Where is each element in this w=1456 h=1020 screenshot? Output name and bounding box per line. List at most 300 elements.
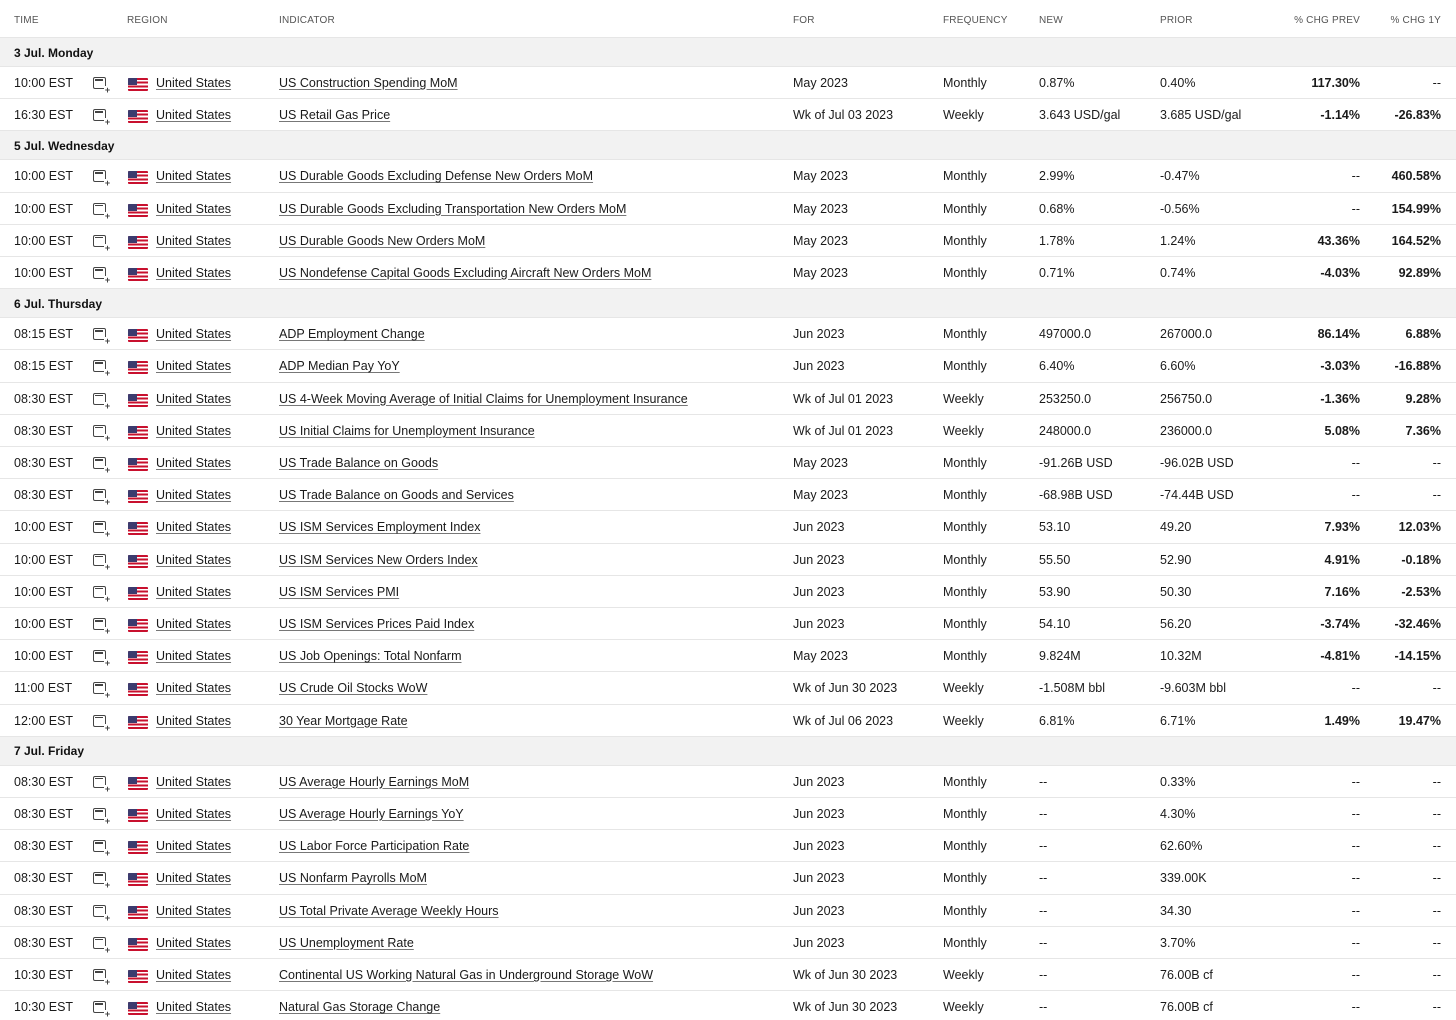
new-value: --: [1039, 935, 1048, 950]
us-flag-icon: [128, 458, 148, 471]
indicator-link[interactable]: ADP Median Pay YoY: [279, 359, 400, 374]
region-link[interactable]: United States: [156, 488, 232, 503]
region-link[interactable]: United States: [156, 201, 232, 216]
chg-1y-value: -26.83%: [1394, 108, 1441, 123]
col-prior[interactable]: PRIOR: [1160, 15, 1193, 26]
us-flag-icon: [128, 236, 148, 249]
indicator-link[interactable]: US Total Private Average Weekly Hours: [279, 903, 499, 918]
time-cell: 08:30 EST: [14, 935, 74, 950]
prior-value: -0.56%: [1160, 201, 1200, 216]
table-row[interactable]: [0, 383, 1456, 415]
calendar-add-icon[interactable]: [93, 393, 106, 405]
us-flag-icon: [128, 683, 148, 696]
us-flag-icon: [128, 873, 148, 886]
table-row[interactable]: [0, 830, 1456, 862]
chg-prev-value: 43.36%: [1317, 233, 1360, 248]
region-link[interactable]: United States: [156, 649, 232, 664]
indicator-link[interactable]: US Labor Force Participation Rate: [279, 839, 470, 854]
indicator-link[interactable]: Continental US Working Natural Gas in Underground Storage WoW: [279, 968, 654, 982]
us-flag-icon: [128, 777, 148, 790]
chg-prev-value: 4.91%: [1324, 552, 1360, 567]
period-cell: Wk of Jun 30 2023: [793, 968, 898, 982]
period-cell: Wk of Jul 03 2023: [793, 108, 894, 123]
prior-value: 267000.0: [1160, 327, 1213, 342]
period-cell: Jun 2023: [793, 552, 845, 567]
new-value: --: [1039, 871, 1048, 886]
calendar-add-icon[interactable]: [93, 235, 106, 247]
us-flag-icon: [128, 970, 148, 983]
prior-value: 10.32M: [1160, 649, 1202, 664]
period-cell: May 2023: [793, 649, 848, 664]
chg-1y-value: --: [1432, 807, 1441, 821]
us-flag-icon: [128, 809, 148, 822]
calendar-add-icon[interactable]: [93, 328, 106, 340]
indicator-link[interactable]: US Nonfarm Payrolls MoM: [279, 871, 427, 886]
us-flag-icon: [128, 906, 148, 919]
prior-value: 49.20: [1160, 520, 1192, 535]
period-cell: Jun 2023: [793, 584, 845, 599]
chg-1y-value: --: [1432, 871, 1441, 886]
table-row[interactable]: [0, 576, 1456, 608]
frequency-cell: Monthly: [943, 807, 987, 821]
prior-value: 0.33%: [1160, 774, 1196, 789]
time-cell: 08:30 EST: [14, 391, 74, 406]
new-value: 248000.0: [1039, 423, 1092, 438]
time-cell: 10:00 EST: [14, 169, 74, 184]
region-link[interactable]: United States: [156, 423, 232, 438]
day-label: 7 Jul. Friday: [14, 744, 85, 759]
period-cell: May 2023: [793, 169, 848, 184]
calendar-add-icon[interactable]: [93, 715, 106, 727]
region-link[interactable]: United States: [156, 839, 232, 854]
prior-value: 0.40%: [1160, 76, 1196, 90]
frequency-cell: Weekly: [943, 391, 984, 406]
indicator-link[interactable]: US Unemployment Rate: [279, 935, 414, 950]
us-flag-icon: [128, 204, 148, 217]
region-link[interactable]: United States: [156, 935, 232, 950]
calendar-add-icon[interactable]: [93, 489, 106, 501]
chg-1y-value: 6.88%: [1405, 327, 1441, 342]
period-cell: Jun 2023: [793, 774, 845, 789]
prior-value: -96.02B USD: [1160, 456, 1234, 470]
calendar-add-icon[interactable]: [93, 937, 106, 949]
table-row[interactable]: [0, 766, 1456, 798]
col-new[interactable]: NEW: [1039, 15, 1063, 26]
day-header: [0, 737, 1456, 766]
col-chg-1y[interactable]: % CHG 1Y: [1390, 15, 1441, 26]
period-cell: Jun 2023: [793, 327, 845, 342]
chg-prev-value: -1.36%: [1320, 391, 1360, 406]
indicator-link[interactable]: US ISM Services PMI: [279, 584, 400, 599]
table-row[interactable]: [0, 225, 1456, 257]
chg-prev-value: --: [1351, 488, 1360, 503]
frequency-cell: Monthly: [943, 552, 987, 567]
time-cell: 08:30 EST: [14, 871, 74, 886]
chg-1y-value: --: [1432, 774, 1441, 789]
table-row[interactable]: [0, 544, 1456, 576]
chg-prev-value: --: [1351, 681, 1360, 696]
table-row[interactable]: [0, 608, 1456, 640]
time-cell: 10:00 EST: [14, 520, 74, 535]
chg-prev-value: --: [1351, 968, 1360, 982]
chg-1y-value: 92.89%: [1398, 266, 1441, 280]
frequency-cell: Weekly: [943, 968, 984, 982]
time-cell: 08:30 EST: [14, 456, 74, 470]
calendar-add-icon[interactable]: [93, 77, 106, 89]
frequency-cell: Monthly: [943, 520, 987, 535]
time-cell: 16:30 EST: [14, 108, 74, 123]
indicator-link[interactable]: US Job Openings: Total Nonfarm: [279, 649, 462, 664]
region-link[interactable]: United States: [156, 76, 232, 90]
us-flag-icon: [128, 78, 148, 91]
time-cell: 10:00 EST: [14, 266, 74, 280]
calendar-add-icon[interactable]: [93, 360, 106, 372]
time-cell: 08:30 EST: [14, 774, 74, 789]
frequency-cell: Monthly: [943, 488, 987, 503]
us-flag-icon: [128, 171, 148, 184]
indicator-link[interactable]: US ISM Services Prices Paid Index: [279, 617, 475, 631]
indicator-link[interactable]: US Durable Goods Excluding Defense New Orders MoM: [279, 169, 594, 184]
table-row[interactable]: [0, 672, 1456, 704]
new-value: 0.87%: [1039, 76, 1075, 90]
time-cell: 08:30 EST: [14, 423, 74, 438]
period-cell: Wk of Jul 06 2023: [793, 713, 894, 728]
chg-prev-value: --: [1351, 871, 1360, 886]
table-row[interactable]: [0, 350, 1456, 382]
new-value: --: [1039, 774, 1048, 789]
period-cell: May 2023: [793, 76, 848, 90]
col-region[interactable]: REGION: [127, 15, 168, 26]
indicator-link[interactable]: US Durable Goods Excluding Transportation New Orders MoM: [279, 201, 627, 216]
frequency-cell: Monthly: [943, 871, 987, 886]
us-flag-icon: [128, 426, 148, 439]
time-cell: 12:00 EST: [14, 713, 74, 728]
prior-value: 1.24%: [1160, 233, 1196, 248]
frequency-cell: Monthly: [943, 266, 987, 280]
frequency-cell: Monthly: [943, 201, 987, 216]
table-row[interactable]: [0, 640, 1456, 672]
period-cell: May 2023: [793, 456, 848, 470]
calendar-add-icon[interactable]: [93, 905, 106, 917]
region-link[interactable]: United States: [156, 327, 232, 342]
table-row[interactable]: [0, 927, 1456, 959]
chg-1y-value: --: [1432, 1000, 1441, 1015]
prior-value: 3.685 USD/gal: [1160, 108, 1242, 123]
prior-value: 52.90: [1160, 552, 1192, 567]
prior-value: 76.00B cf: [1160, 968, 1213, 982]
day-label: 6 Jul. Thursday: [14, 296, 103, 311]
us-flag-icon: [128, 587, 148, 600]
indicator-link[interactable]: US Average Hourly Earnings MoM: [279, 774, 470, 789]
frequency-cell: Weekly: [943, 108, 984, 123]
time-cell: 10:00 EST: [14, 76, 74, 90]
region-link[interactable]: United States: [156, 871, 232, 886]
region-link[interactable]: United States: [156, 520, 232, 535]
prior-value: 236000.0: [1160, 423, 1213, 438]
new-value: --: [1039, 839, 1048, 854]
indicator-link[interactable]: US Trade Balance on Goods: [279, 456, 439, 470]
indicator-link[interactable]: Natural Gas Storage Change: [279, 1000, 441, 1015]
indicator-link[interactable]: US ISM Services New Orders Index: [279, 552, 478, 567]
chg-prev-value: -1.14%: [1320, 108, 1360, 123]
day-header: [0, 289, 1456, 318]
region-link[interactable]: United States: [156, 713, 232, 728]
table-row[interactable]: [0, 67, 1456, 99]
table-row[interactable]: [0, 99, 1456, 131]
new-value: --: [1039, 903, 1048, 918]
prior-value: 6.71%: [1160, 713, 1196, 728]
chg-1y-value: 460.58%: [1391, 169, 1441, 184]
us-flag-icon: [128, 329, 148, 342]
indicator-link[interactable]: US ISM Services Employment Index: [279, 520, 481, 535]
frequency-cell: Monthly: [943, 774, 987, 789]
us-flag-icon: [128, 555, 148, 568]
chg-1y-value: --: [1432, 76, 1441, 90]
prior-value: 4.30%: [1160, 807, 1196, 821]
indicator-link[interactable]: 30 Year Mortgage Rate: [279, 713, 408, 728]
col-frequency[interactable]: FREQUENCY: [943, 15, 1008, 26]
frequency-cell: Monthly: [943, 649, 987, 664]
region-link[interactable]: United States: [156, 584, 232, 599]
table-header: [0, 0, 1456, 38]
us-flag-icon: [128, 1002, 148, 1015]
region-link[interactable]: United States: [156, 807, 232, 821]
period-cell: Wk of Jul 01 2023: [793, 423, 894, 438]
region-link[interactable]: United States: [156, 456, 232, 470]
table-row[interactable]: [0, 798, 1456, 830]
indicator-link[interactable]: US Construction Spending MoM: [279, 76, 458, 90]
prior-value: 50.30: [1160, 584, 1192, 599]
frequency-cell: Monthly: [943, 839, 987, 854]
col-time[interactable]: TIME: [14, 15, 39, 26]
calendar-add-icon[interactable]: [93, 586, 106, 598]
indicator-link[interactable]: US Crude Oil Stocks WoW: [279, 681, 428, 696]
calendar-add-icon[interactable]: [93, 1001, 106, 1013]
chg-1y-value: --: [1432, 456, 1441, 470]
us-flag-icon: [128, 522, 148, 535]
table-row[interactable]: [0, 479, 1456, 511]
calendar-add-icon[interactable]: [93, 267, 106, 279]
us-flag-icon: [128, 841, 148, 854]
region-link[interactable]: United States: [156, 774, 232, 789]
new-value: 53.90: [1039, 584, 1071, 599]
region-link[interactable]: United States: [156, 681, 232, 696]
col-chg-prev[interactable]: % CHG PREV: [1294, 15, 1360, 26]
period-cell: Wk of Jun 30 2023: [793, 681, 898, 696]
region-link[interactable]: United States: [156, 108, 232, 123]
table-row[interactable]: [0, 160, 1456, 192]
time-cell: 10:00 EST: [14, 552, 74, 567]
indicator-link[interactable]: US Initial Claims for Unemployment Insurance: [279, 423, 535, 438]
calendar-add-icon[interactable]: [93, 682, 106, 694]
frequency-cell: Monthly: [943, 76, 987, 90]
table-row[interactable]: [0, 257, 1456, 289]
table-row[interactable]: [0, 415, 1456, 447]
indicator-link[interactable]: US Average Hourly Earnings YoY: [279, 807, 464, 821]
chg-prev-value: 1.49%: [1324, 713, 1360, 728]
prior-value: 339.00K: [1160, 871, 1207, 886]
prior-value: 0.74%: [1160, 266, 1196, 280]
chg-prev-value: -4.03%: [1320, 266, 1360, 280]
table-row[interactable]: [0, 447, 1456, 479]
time-cell: 10:00 EST: [14, 201, 74, 216]
frequency-cell: Monthly: [943, 169, 987, 184]
frequency-cell: Monthly: [943, 584, 987, 599]
prior-value: 56.20: [1160, 617, 1192, 631]
indicator-link[interactable]: US 4-Week Moving Average of Initial Claims for Unemployment Insurance: [279, 391, 688, 406]
chg-1y-value: --: [1432, 839, 1441, 854]
calendar-add-icon[interactable]: [93, 170, 106, 182]
us-flag-icon: [128, 619, 148, 632]
time-cell: 08:30 EST: [14, 839, 74, 854]
region-link[interactable]: United States: [156, 617, 232, 631]
new-value: -68.98B USD: [1039, 488, 1113, 503]
period-cell: May 2023: [793, 266, 848, 280]
time-cell: 11:00 EST: [14, 681, 73, 696]
chg-prev-value: --: [1351, 169, 1360, 184]
indicator-link[interactable]: US Nondefense Capital Goods Excluding Aircraft New Orders MoM: [279, 266, 652, 280]
chg-prev-value: 7.16%: [1324, 584, 1360, 599]
prior-value: -9.603M bbl: [1160, 681, 1227, 696]
table-row[interactable]: [0, 895, 1456, 927]
calendar-add-icon[interactable]: [93, 109, 106, 121]
chg-1y-value: --: [1432, 935, 1441, 950]
indicator-link[interactable]: US Durable Goods New Orders MoM: [279, 233, 486, 248]
chg-prev-value: 7.93%: [1324, 520, 1360, 535]
table-row[interactable]: [0, 318, 1456, 350]
col-indicator[interactable]: INDICATOR: [279, 15, 335, 26]
time-cell: 08:15 EST: [14, 327, 74, 342]
period-cell: Jun 2023: [793, 839, 845, 854]
calendar-add-icon[interactable]: [93, 457, 106, 469]
frequency-cell: Monthly: [943, 456, 987, 470]
frequency-cell: Weekly: [943, 713, 984, 728]
frequency-cell: Monthly: [943, 617, 987, 631]
chg-prev-value: --: [1351, 807, 1360, 821]
time-cell: 08:30 EST: [14, 807, 74, 821]
calendar-add-icon[interactable]: [93, 618, 106, 630]
frequency-cell: Monthly: [943, 233, 987, 248]
chg-1y-value: --: [1432, 903, 1441, 918]
calendar-add-icon[interactable]: [93, 808, 106, 820]
us-flag-icon: [128, 716, 148, 729]
chg-1y-value: 19.47%: [1398, 713, 1441, 728]
new-value: --: [1039, 1000, 1048, 1015]
frequency-cell: Monthly: [943, 327, 987, 342]
table-row[interactable]: [0, 862, 1456, 894]
period-cell: Jun 2023: [793, 617, 845, 631]
region-link[interactable]: United States: [156, 968, 232, 982]
time-cell: 10:00 EST: [14, 617, 74, 631]
calendar-add-icon[interactable]: [93, 650, 106, 662]
new-value: 6.81%: [1039, 713, 1075, 728]
period-cell: Jun 2023: [793, 520, 845, 535]
table-row[interactable]: [0, 511, 1456, 543]
calendar-add-icon[interactable]: [93, 872, 106, 884]
day-label: 5 Jul. Wednesday: [14, 138, 115, 153]
new-value: 3.643 USD/gal: [1039, 108, 1121, 123]
chg-prev-value: --: [1351, 201, 1360, 216]
chg-1y-value: --: [1432, 681, 1441, 696]
period-cell: Wk of Jul 01 2023: [793, 391, 894, 406]
time-cell: 10:30 EST: [14, 1000, 74, 1015]
table-row[interactable]: [0, 959, 1456, 991]
new-value: 2.99%: [1039, 169, 1075, 184]
chg-1y-value: 164.52%: [1391, 233, 1441, 248]
chg-1y-value: 154.99%: [1391, 201, 1441, 216]
region-link[interactable]: United States: [156, 903, 232, 918]
table-row[interactable]: [0, 705, 1456, 737]
chg-1y-value: 7.36%: [1405, 423, 1441, 438]
prior-value: 256750.0: [1160, 391, 1213, 406]
indicator-link[interactable]: US Trade Balance on Goods and Services: [279, 488, 514, 503]
table-row[interactable]: [0, 193, 1456, 225]
chg-prev-value: 86.14%: [1317, 327, 1360, 342]
period-cell: Jun 2023: [793, 935, 845, 950]
calendar-add-icon[interactable]: [93, 840, 106, 852]
prior-value: 76.00B cf: [1160, 1000, 1213, 1015]
us-flag-icon: [128, 110, 148, 123]
prior-value: 6.60%: [1160, 359, 1196, 374]
calendar-add-icon[interactable]: [93, 425, 106, 437]
period-cell: Jun 2023: [793, 807, 845, 821]
us-flag-icon: [128, 361, 148, 374]
table-row[interactable]: [0, 991, 1456, 1020]
calendar-add-icon[interactable]: [93, 203, 106, 215]
time-cell: 10:30 EST: [14, 968, 74, 982]
calendar-add-icon[interactable]: [93, 554, 106, 566]
us-flag-icon: [128, 651, 148, 664]
period-cell: May 2023: [793, 201, 848, 216]
chg-1y-value: --: [1432, 968, 1441, 982]
calendar-add-icon[interactable]: [93, 776, 106, 788]
day-header: [0, 38, 1456, 67]
chg-1y-value: 9.28%: [1405, 391, 1441, 406]
region-link[interactable]: United States: [156, 391, 232, 406]
chg-1y-value: -2.53%: [1401, 584, 1441, 599]
calendar-add-icon[interactable]: [93, 521, 106, 533]
us-flag-icon: [128, 490, 148, 503]
new-value: --: [1039, 968, 1048, 982]
region-link[interactable]: United States: [156, 552, 232, 567]
frequency-cell: Monthly: [943, 359, 987, 374]
us-flag-icon: [128, 268, 148, 281]
chg-prev-value: -3.03%: [1320, 359, 1360, 374]
region-link[interactable]: United States: [156, 266, 232, 280]
indicator-link[interactable]: ADP Employment Change: [279, 327, 425, 342]
region-link[interactable]: United States: [156, 169, 232, 184]
new-value: --: [1039, 807, 1048, 821]
day-header: [0, 131, 1456, 160]
chg-1y-value: -32.46%: [1394, 617, 1441, 631]
time-cell: 10:00 EST: [14, 584, 74, 599]
new-value: 6.40%: [1039, 359, 1075, 374]
chg-1y-value: -0.18%: [1401, 552, 1441, 567]
calendar-add-icon[interactable]: [93, 969, 106, 981]
col-for[interactable]: FOR: [793, 15, 815, 26]
new-value: 0.68%: [1039, 201, 1075, 216]
prior-value: 3.70%: [1160, 935, 1196, 950]
region-link[interactable]: United States: [156, 1000, 232, 1015]
region-link[interactable]: United States: [156, 359, 232, 374]
indicator-link[interactable]: US Retail Gas Price: [279, 108, 391, 123]
new-value: 53.10: [1039, 520, 1071, 535]
region-link[interactable]: United States: [156, 233, 232, 248]
new-value: 9.824M: [1039, 649, 1081, 664]
time-cell: 08:30 EST: [14, 488, 74, 503]
chg-prev-value: --: [1351, 1000, 1360, 1015]
new-value: 54.10: [1039, 617, 1071, 631]
